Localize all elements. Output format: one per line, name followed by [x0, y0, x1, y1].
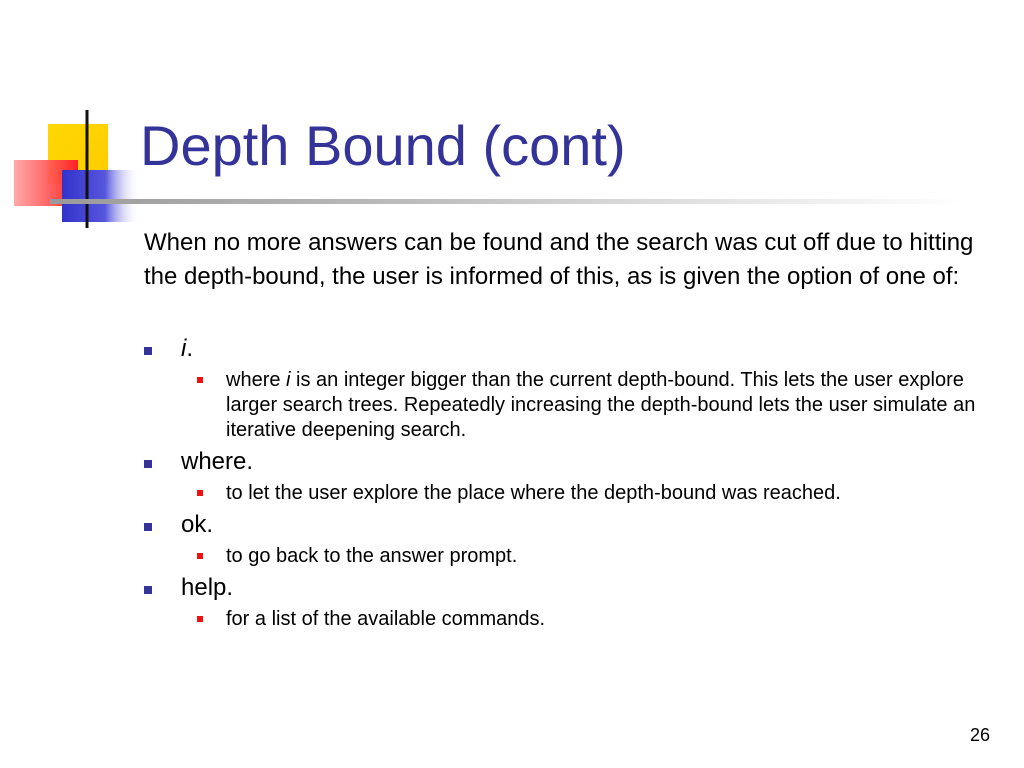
option-i-description [226, 368, 996, 443]
option-help-desc: for a list of the available commands. [226, 608, 546, 630]
intro-paragraph: When no more answers can be found and the search was cut off due to hitting the depth-bound, the user is informed of this, as is given the option of one of: [144, 229, 974, 290]
option-i-label [181, 335, 193, 362]
option-help-details [181, 607, 1024, 632]
small-square-bullet-icon [197, 616, 203, 622]
square-bullet-icon [144, 523, 152, 531]
option-where-description [226, 481, 996, 506]
option-i-desc-italic: i [286, 369, 291, 391]
option-help-description [226, 607, 996, 632]
title-underline [50, 199, 965, 204]
small-square-bullet-icon [197, 553, 203, 559]
option-where-label: where. [181, 448, 254, 475]
option-where [0, 447, 1024, 506]
option-i-period: . [186, 335, 194, 362]
deco-blue-bar [62, 170, 140, 222]
option-where-desc: to let the user explore the place where the depth-bound was reached. [226, 482, 841, 504]
small-square-bullet-icon [197, 490, 203, 496]
square-bullet-icon [144, 347, 152, 355]
option-i [0, 334, 1024, 443]
option-ok-description [226, 544, 996, 569]
page-number: 26 [969, 725, 990, 745]
option-i-desc-pre: where [226, 369, 287, 391]
option-ok-desc: to go back to the answer prompt. [226, 545, 518, 567]
square-bullet-icon [144, 586, 152, 594]
option-ok-label: ok. [181, 511, 214, 538]
option-help [0, 573, 1024, 632]
small-square-bullet-icon [197, 377, 203, 383]
option-help-label: help. [181, 574, 234, 601]
slide-title: Depth Bound (cont) [140, 114, 626, 177]
square-bullet-icon [144, 460, 152, 468]
option-i-italic: i [181, 335, 187, 362]
option-ok-details [181, 544, 1024, 569]
slide-corner-decoration [0, 0, 140, 230]
option-i-details [181, 368, 1024, 443]
option-list [0, 330, 1024, 632]
option-i-desc-post: is an integer bigger than the current depth-bound. This lets the user explore larger search trees. Repeatedly increasing the depth-bound lets the user simulate an iterative deepening search. [226, 369, 976, 441]
option-where-details [181, 481, 1024, 506]
option-ok [0, 510, 1024, 569]
